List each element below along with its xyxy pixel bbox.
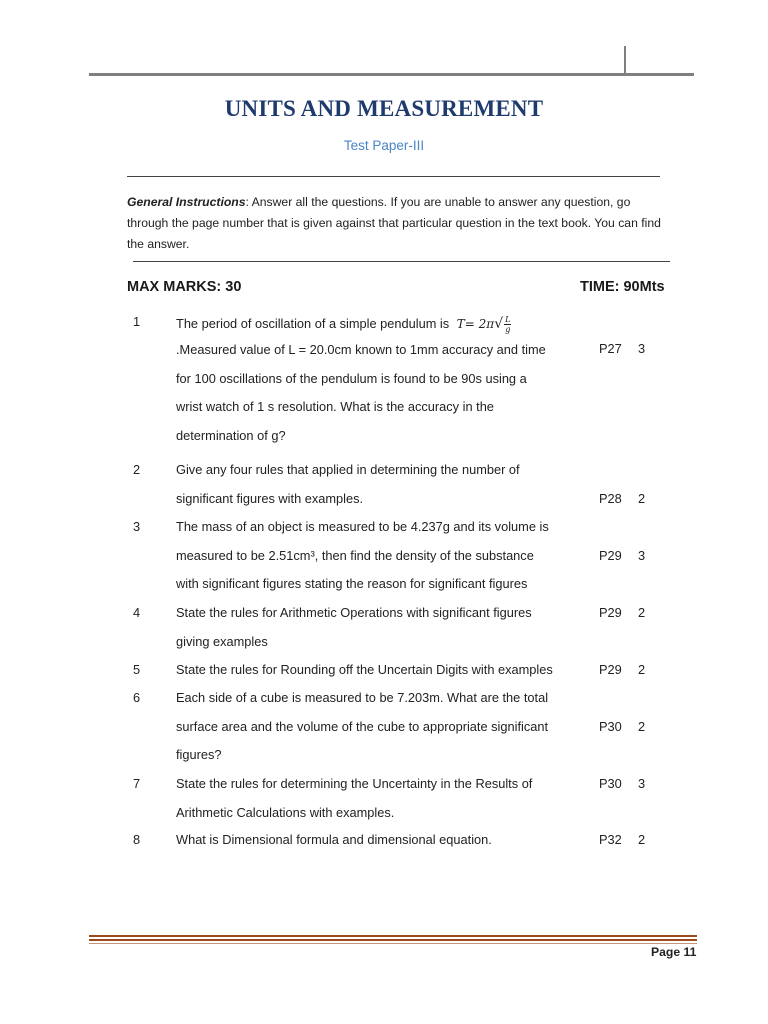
question-page-ref: P28 [599,490,622,506]
question-text-line [176,399,494,414]
question-page-ref: P32 [599,832,622,847]
question-number: 5 [133,662,141,677]
question-number: 4 [133,605,141,620]
question-page-ref: P29 [599,547,622,563]
question-text-line [176,634,268,649]
page-title: UNITS AND MEASUREMENT [224,96,544,121]
instructions-lead: General Instructions [127,195,246,209]
question-text-line [176,747,222,762]
question-page-ref: P27 [599,341,622,356]
question-text: .Measured value of L = 20.0cm known to 1mm accuracy and time [176,342,546,357]
question-text-line [176,371,527,386]
question-text-line [176,576,527,591]
sqrt-symbol: √ [494,316,504,332]
question-page-ref: P29 [599,605,622,620]
question-text: State the rules for Rounding off the Uncertain Digits with examples [176,662,553,677]
divider-top [127,176,660,177]
fraction-denominator: g [505,325,511,334]
divider-bottom [133,261,670,262]
question-text-line [176,548,534,563]
footer-rule [89,939,697,941]
question-number: 6 [133,690,141,705]
question-text: State the rules for determining the Uncertainty in the Results of [176,776,533,791]
question-text: significant figures with examples. [176,490,364,506]
question-text: wrist watch of 1 s resolution. What is the accuracy in the [176,399,494,414]
question-text-line [176,690,548,705]
formula-fraction [504,315,511,334]
question-text: measured to be 2.51cm³, then find the density of the substance [176,547,534,563]
header-rule [89,73,694,76]
question-text-line [176,805,394,820]
question-text: giving examples [176,633,268,649]
page-subtitle: Test Paper-III [343,138,425,153]
instructions-text: : Answer all the questions. If you are unable to answer any question, go through the page number that is given against that particular question in the text book. You can find the answer. [127,195,661,251]
question-text-line [176,832,492,847]
formula-prefix: T= 2π [456,317,495,331]
pendulum-formula [449,315,511,334]
question-marks: 2 [638,662,646,677]
question-text: Each side of a cube is measured to be 7.203m. What are the total [176,690,549,705]
footer-rule [89,943,697,944]
question-text-line [176,315,511,334]
question-text-line [176,428,286,443]
question-marks: 2 [638,718,646,734]
question-number: 8 [133,832,141,847]
general-instructions [127,192,672,255]
fraction-numerator: L [505,315,511,324]
question-text-line [176,662,553,677]
question-marks: 3 [638,547,646,563]
question-text: figures? [176,747,222,762]
question-text: with significant figures stating the reason for significant figures [176,576,528,591]
question-number: 1 [133,314,141,329]
question-marks: 2 [638,490,646,506]
question-marks: 2 [638,605,646,620]
question-text: for 100 oscillations of the pendulum is found to be 90s using a [176,370,527,386]
question-text: determination of g? [176,427,286,443]
question-text: What is Dimensional formula and dimensional equation. [176,832,492,847]
question-marks: 2 [638,832,646,847]
question-number: 3 [133,519,141,534]
question-text-line [176,491,363,506]
question-text: State the rules for Arithmetic Operations with significant figures [176,605,532,620]
question-text-line [176,776,532,791]
question-text: The mass of an object is measured to be 4.237g and its volume is [176,519,549,534]
question-number: 2 [133,462,141,477]
question-text-line [176,719,548,734]
question-text-line [176,519,549,534]
question-text: Give any four rules that applied in determining the number of [176,462,520,477]
question-text: Arithmetic Calculations with examples. [176,804,395,820]
question-page-ref: P30 [599,718,622,734]
question-text-line [176,342,546,357]
max-marks: MAX MARKS: 30 [127,279,242,295]
page-number: Page 11 [651,945,697,959]
question-text-line [176,462,520,477]
question-page-ref: P30 [599,776,622,791]
footer-rule [89,935,697,937]
header-tick [624,46,626,74]
question-text: surface area and the volume of the cube to appropriate significant [176,718,549,734]
question-marks: 3 [638,776,646,791]
question-marks: 3 [638,341,646,356]
question-text-line [176,605,532,620]
time-allowed: TIME: 90Mts [580,279,665,295]
question-page-ref: P29 [599,662,622,677]
question-number: 7 [133,776,141,791]
question-text: The period of oscillation of a simple pendulum is [176,316,450,331]
